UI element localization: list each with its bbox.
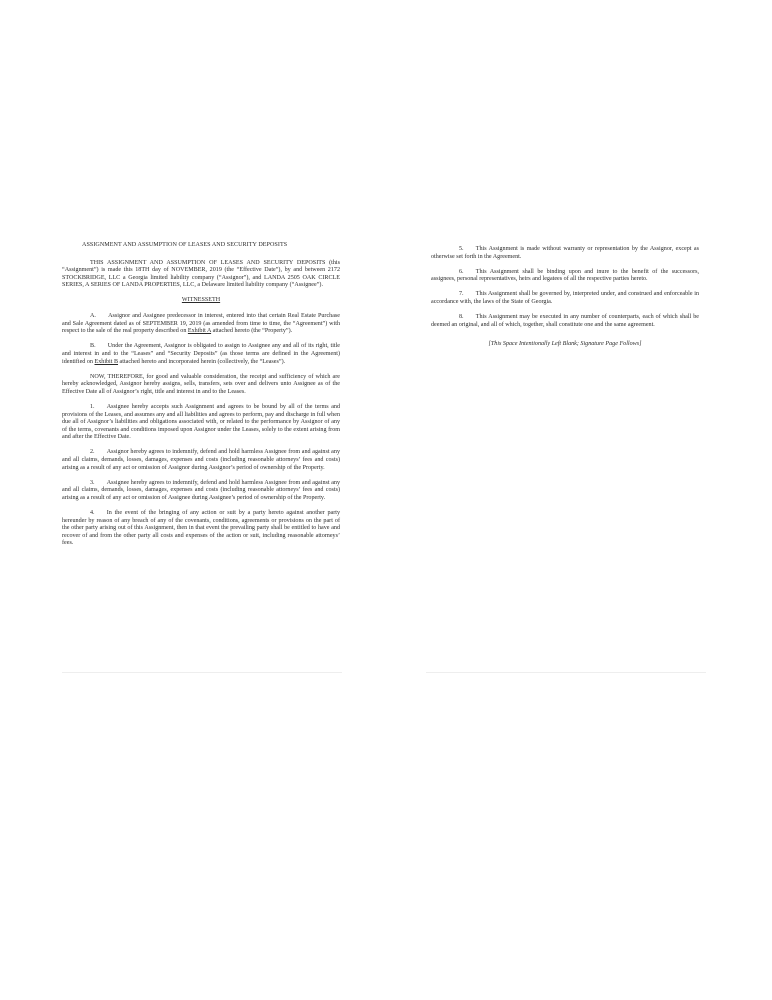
exhibit-b-reference: Exhibit B [94,358,119,365]
exhibit-a-reference: Exhibit A [187,328,212,335]
recital-a [62,313,340,336]
section-3: 3. Assignee hereby agrees to indemnify, defend and hold harmless Assignee from and against any and all claims, demands, losses, damages, expenses and costs (including reasonable attorneys’ fees and costs) arising as a result of any act or omission of Assignee during Assignee’s period of ownership of the Property. [62,479,340,501]
left-page-footer-rule [62,672,342,673]
section-6: 6. This Assignment shall be binding upon and inure to the benefit of the successors, assignees, personal representatives, heirs and legatees of all the respective parties hereto. [431,268,699,283]
now-therefore-paragraph: NOW, THEREFORE, for good and valuable consideration, the receipt and sufficiency of which are hereby acknowledged, Assignor hereby assigns, sells, transfers, sets over and delivers unto Assignee as of the Effective Date all of Assignor’s right, title and interest in and to the Leases. [62,373,340,395]
section-2: 2. Assignor hereby agrees to indemnify, defend and hold harmless Assignee from and against any and all claims, demands, losses, damages, expenses and costs (including reasonable attorneys’ fees and costs) arising as a result of any act or omission of Assignor during Assignor’s period of ownership of the Property. [62,449,340,471]
recital-a-text: A. Assignor and Assignee predecessor in interest, entered into that certain Real Estate Purchase and Sale Agreement dated as of SEPTEMBER 19, 2019 (as amended from time to time, the “Agreement”) with respect to the sale of the real property described on [62,313,340,335]
witnesseth-heading: WITNESSETH [181,297,221,304]
left-page-body [62,242,340,555]
right-page-body [431,246,699,356]
section-4: 4. In the event of the bringing of any action or suit by a party hereto against another party hereunder by reason of any breach of any of the covenants, conditions, agreements or provisions on the part of the other party arising out of this Assignment, then in that event the prevailing party shall be entitled to have and recover of and from the other party all costs and expenses of the action or suit, including reasonable attorneys’ fees. [62,509,340,547]
intro-paragraph: THIS ASSIGNMENT AND ASSUMPTION OF LEASES AND SECURITY DEPOSITS (this “Assignment”) is made this 18TH day of NOVEMBER, 2019 (the “Effective Date”), by and between 2172 STOCKBRIDGE, LLC a Georgia limited liability company (“Assignor”), and LANDA 2505 OAK CIRCLE SERIES, A SERIES OF LANDA PROPERTIES, LLC, a Delaware limited liability company (“Assignee”). [62,259,340,289]
section-1: 1. Assignee hereby accepts such Assignment and agrees to be bound by all of the terms and provisions of the Leases, and assumes any and all liabilities and agrees to perform, pay and discharge in full when due all of Assignor’s liabilities and obligations associated with, or related to the performance by Assignor of any of the terms, covenants and conditions imposed upon Assignor under the Leases, solely to the extent arising from and after the Effective Date. [62,403,340,441]
recital-b [62,343,340,366]
recital-a-suffix: attached hereto (the “Property”). [211,328,293,335]
document-title: ASSIGNMENT AND ASSUMPTION OF LEASES AND SECURITY DEPOSITS [82,242,288,248]
recital-b-text: B. Under the Agreement, Assignor is obligated to assign to Assignee any and all of its right, title and interest in and to the “Leases” and “Security Deposits” (as those terms are defined in the Agreement) identified on [62,343,340,365]
section-5: 5. This Assignment is made without warranty or representation by the Assignor, except as otherwise set forth in the Agreement. [431,246,699,260]
section-7: 7. This Assignment shall be governed by, interpreted under, and construed and enforceable in accordance with, the laws of the State of Georgia. [431,291,699,305]
right-page [386,0,772,1000]
right-page-footer-rule [426,672,706,673]
recital-b-suffix: attached hereto and incorporated herein (collectively, the “Leases”). [118,358,286,365]
signature-page-notice: [This Space Intentionally Left Blank; Signature Page Follows] [488,341,642,348]
section-8: 8. This Assignment may be executed in any number of counterparts, each of which shall be deemed an original, and all of which, together, shall constitute one and the same agreement. [431,314,699,328]
